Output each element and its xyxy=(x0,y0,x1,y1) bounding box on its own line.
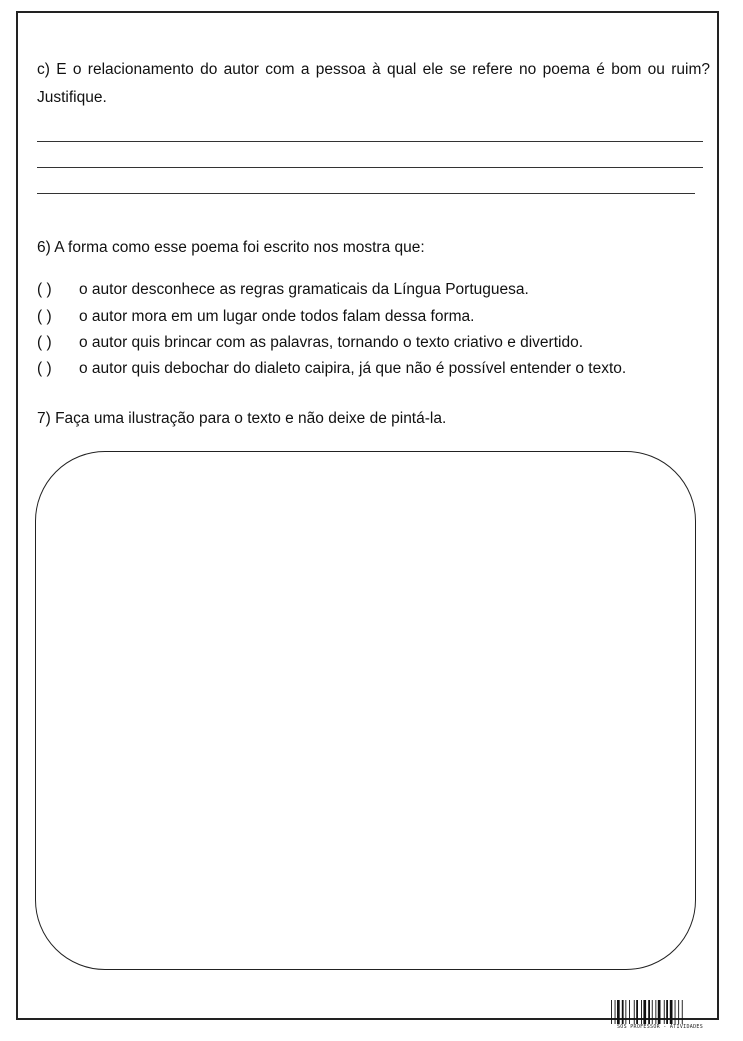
barcode-bars-icon xyxy=(610,1000,710,1024)
illustration-area[interactable] xyxy=(35,451,696,970)
option-text: o autor desconhece as regras gramaticais da Língua Portuguesa. xyxy=(79,281,529,298)
option-2[interactable] xyxy=(37,308,474,326)
question-c-text: c) E o relacionamento do autor com a pessoa à qual ele se refere no poema é bom ou ruim? Justifique. xyxy=(37,61,710,106)
option-1[interactable] xyxy=(37,281,529,299)
barcode xyxy=(610,1000,710,1034)
question-7-prompt: 7) Faça uma ilustração para o texto e não deixe de pintá-la. xyxy=(37,410,447,427)
answer-line[interactable] xyxy=(37,193,695,194)
option-checkbox[interactable]: ( ) xyxy=(37,334,52,351)
option-checkbox[interactable]: ( ) xyxy=(37,308,52,325)
option-checkbox[interactable]: ( ) xyxy=(37,281,52,298)
answer-line[interactable] xyxy=(37,141,703,142)
option-checkbox[interactable]: ( ) xyxy=(37,360,52,377)
option-3[interactable] xyxy=(37,334,583,352)
option-4[interactable] xyxy=(37,360,626,378)
barcode-caption: SOS PROFESSOR - ATIVIDADES xyxy=(616,1024,704,1030)
question-6-prompt: 6) A forma como esse poema foi escrito nos mostra que: xyxy=(37,239,425,256)
option-text: o autor quis debochar do dialeto caipira, já que não é possível entender o texto. xyxy=(79,360,627,377)
option-text: o autor mora em um lugar onde todos falam dessa forma. xyxy=(79,308,475,325)
answer-line[interactable] xyxy=(37,167,703,168)
option-text: o autor quis brincar com as palavras, tornando o texto criativo e divertido. xyxy=(79,334,584,351)
